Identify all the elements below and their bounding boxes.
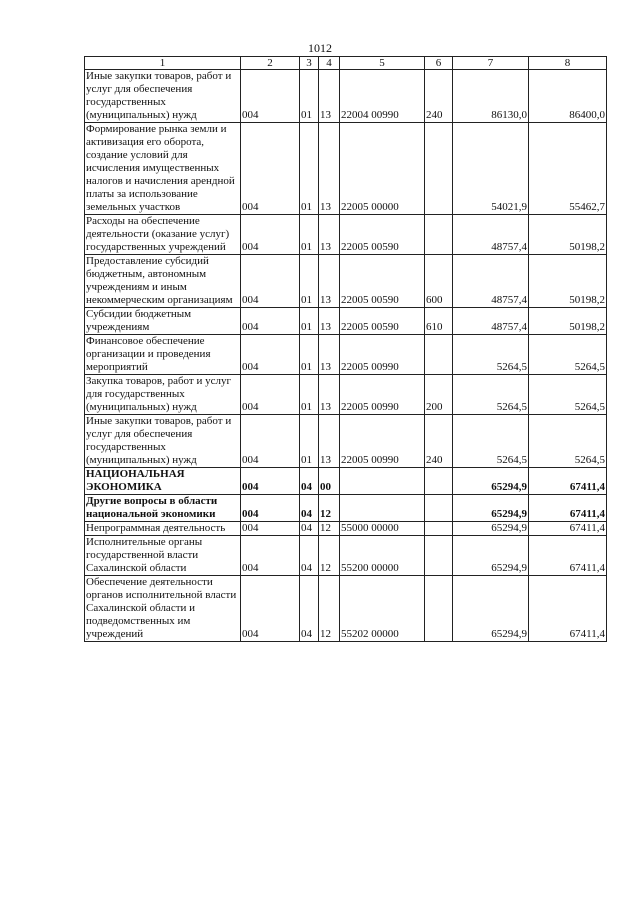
table-row <box>85 576 607 642</box>
row-sum-2-cell: 86400,0 <box>529 70 607 123</box>
row-sum-2-cell: 5264,5 <box>529 415 607 468</box>
row-ved-cell: 004 <box>241 215 300 255</box>
row-ved-cell: 004 <box>241 375 300 415</box>
table-row <box>85 308 607 335</box>
row-rz-cell: 01 <box>300 255 319 308</box>
row-ved-cell: 004 <box>241 495 300 522</box>
row-pr-cell: 12 <box>319 495 340 522</box>
row-pr-cell: 13 <box>319 335 340 375</box>
row-sum-2-cell: 55462,7 <box>529 123 607 215</box>
row-sum-1-cell: 65294,9 <box>453 576 529 642</box>
row-rz-cell: 01 <box>300 375 319 415</box>
row-ved-cell: 004 <box>241 536 300 576</box>
budget-table <box>84 56 607 642</box>
table-row <box>85 415 607 468</box>
row-ved-cell: 004 <box>241 468 300 495</box>
row-sum-1-cell: 48757,4 <box>453 215 529 255</box>
col-header-sum-2: 8 <box>529 57 607 70</box>
row-ved-cell: 004 <box>241 123 300 215</box>
row-csr-cell: 55000 00000 <box>340 522 425 536</box>
row-sum-1-cell: 65294,9 <box>453 536 529 576</box>
table-row <box>85 468 607 495</box>
row-sum-2-cell: 5264,5 <box>529 375 607 415</box>
row-ved-cell: 004 <box>241 70 300 123</box>
row-name-cell: Финансовое обеспечение организации и проведения мероприятий <box>85 335 241 375</box>
row-sum-2-cell: 50198,2 <box>529 255 607 308</box>
row-rz-cell: 01 <box>300 123 319 215</box>
row-name-cell: Формирование рынка земли и активизация его оборота, создание условий для исчисления имущественных налогов и начисления арендной платы за использование земельных участков <box>85 123 241 215</box>
row-ved-cell: 004 <box>241 308 300 335</box>
row-sum-1-cell: 48757,4 <box>453 308 529 335</box>
row-pr-cell: 13 <box>319 255 340 308</box>
row-name-cell: Субсидии бюджетным учреждениям <box>85 308 241 335</box>
row-vr-cell: 600 <box>425 255 453 308</box>
row-sum-2-cell: 5264,5 <box>529 335 607 375</box>
row-rz-cell: 04 <box>300 468 319 495</box>
row-rz-cell: 04 <box>300 495 319 522</box>
row-vr-cell: 200 <box>425 375 453 415</box>
col-header-ved: 2 <box>241 57 300 70</box>
table-row <box>85 335 607 375</box>
row-rz-cell: 04 <box>300 522 319 536</box>
row-pr-cell: 13 <box>319 375 340 415</box>
row-vr-cell <box>425 495 453 522</box>
row-csr-cell: 22005 00990 <box>340 335 425 375</box>
row-sum-1-cell: 48757,4 <box>453 255 529 308</box>
row-pr-cell: 13 <box>319 308 340 335</box>
row-ved-cell: 004 <box>241 255 300 308</box>
row-ved-cell: 004 <box>241 576 300 642</box>
row-vr-cell: 610 <box>425 308 453 335</box>
row-csr-cell <box>340 495 425 522</box>
row-name-cell: Предоставление субсидий бюджетным, автономным учреждениям и иным некоммерческим организациям <box>85 255 241 308</box>
row-csr-cell: 22005 00590 <box>340 308 425 335</box>
row-name-cell: Другие вопросы в области национальной экономики <box>85 495 241 522</box>
row-pr-cell: 13 <box>319 215 340 255</box>
row-vr-cell <box>425 536 453 576</box>
col-header-sum-1: 7 <box>453 57 529 70</box>
row-rz-cell: 01 <box>300 335 319 375</box>
row-pr-cell: 12 <box>319 522 340 536</box>
header-row <box>85 57 607 70</box>
row-csr-cell: 55202 00000 <box>340 576 425 642</box>
row-rz-cell: 01 <box>300 215 319 255</box>
table-row <box>85 70 607 123</box>
row-sum-1-cell: 65294,9 <box>453 495 529 522</box>
row-name-cell: Иные закупки товаров, работ и услуг для обеспечения государственных (муниципальных) нужд <box>85 415 241 468</box>
table-row <box>85 123 607 215</box>
row-sum-1-cell: 54021,9 <box>453 123 529 215</box>
row-name-cell: Иные закупки товаров, работ и услуг для обеспечения государственных (муниципальных) нужд <box>85 70 241 123</box>
row-csr-cell: 22005 00000 <box>340 123 425 215</box>
table-row <box>85 536 607 576</box>
row-vr-cell: 240 <box>425 70 453 123</box>
row-vr-cell: 240 <box>425 415 453 468</box>
col-header-vr: 6 <box>425 57 453 70</box>
row-vr-cell <box>425 123 453 215</box>
table-row <box>85 215 607 255</box>
row-pr-cell: 12 <box>319 576 340 642</box>
row-csr-cell: 55200 00000 <box>340 536 425 576</box>
row-vr-cell <box>425 215 453 255</box>
row-name-cell: Закупка товаров, работ и услуг для государственных (муниципальных) нужд <box>85 375 241 415</box>
row-sum-2-cell: 67411,4 <box>529 576 607 642</box>
row-sum-2-cell: 67411,4 <box>529 468 607 495</box>
row-name-cell: Непрограммная деятельность <box>85 522 241 536</box>
row-csr-cell: 22005 00990 <box>340 375 425 415</box>
row-ved-cell: 004 <box>241 415 300 468</box>
col-header-csr: 5 <box>340 57 425 70</box>
row-name-cell: Расходы на обеспечение деятельности (оказание услуг) государственных учреждений <box>85 215 241 255</box>
row-vr-cell <box>425 576 453 642</box>
row-pr-cell: 00 <box>319 468 340 495</box>
row-rz-cell: 01 <box>300 308 319 335</box>
row-sum-2-cell: 50198,2 <box>529 215 607 255</box>
row-pr-cell: 12 <box>319 536 340 576</box>
row-pr-cell: 13 <box>319 123 340 215</box>
table-row <box>85 255 607 308</box>
row-pr-cell: 13 <box>319 70 340 123</box>
row-name-cell: НАЦИОНАЛЬНАЯ ЭКОНОМИКА <box>85 468 241 495</box>
row-ved-cell: 004 <box>241 522 300 536</box>
row-vr-cell <box>425 468 453 495</box>
row-csr-cell: 22004 00990 <box>340 70 425 123</box>
row-csr-cell: 22005 00590 <box>340 215 425 255</box>
row-vr-cell <box>425 522 453 536</box>
row-rz-cell: 01 <box>300 70 319 123</box>
page-number: 1012 <box>308 41 332 55</box>
col-header-pr: 4 <box>319 57 340 70</box>
row-sum-1-cell: 86130,0 <box>453 70 529 123</box>
row-vr-cell <box>425 335 453 375</box>
row-sum-2-cell: 67411,4 <box>529 536 607 576</box>
row-rz-cell: 04 <box>300 536 319 576</box>
row-pr-cell: 13 <box>319 415 340 468</box>
row-csr-cell: 22005 00990 <box>340 415 425 468</box>
row-sum-2-cell: 67411,4 <box>529 495 607 522</box>
row-csr-cell <box>340 468 425 495</box>
row-name-cell: Исполнительные органы государственной власти Сахалинской области <box>85 536 241 576</box>
row-csr-cell: 22005 00590 <box>340 255 425 308</box>
table-row <box>85 495 607 522</box>
row-sum-1-cell: 5264,5 <box>453 415 529 468</box>
row-name-cell: Обеспечение деятельности органов исполнительной власти Сахалинской области и подведомственных им учреждений <box>85 576 241 642</box>
row-ved-cell: 004 <box>241 335 300 375</box>
row-rz-cell: 04 <box>300 576 319 642</box>
col-header-rz: 3 <box>300 57 319 70</box>
row-sum-1-cell: 5264,5 <box>453 375 529 415</box>
row-rz-cell: 01 <box>300 415 319 468</box>
row-sum-1-cell: 5264,5 <box>453 335 529 375</box>
table-row <box>85 522 607 536</box>
row-sum-1-cell: 65294,9 <box>453 468 529 495</box>
row-sum-1-cell: 65294,9 <box>453 522 529 536</box>
table-row <box>85 375 607 415</box>
row-sum-2-cell: 50198,2 <box>529 308 607 335</box>
row-sum-2-cell: 67411,4 <box>529 522 607 536</box>
col-header-name: 1 <box>85 57 241 70</box>
